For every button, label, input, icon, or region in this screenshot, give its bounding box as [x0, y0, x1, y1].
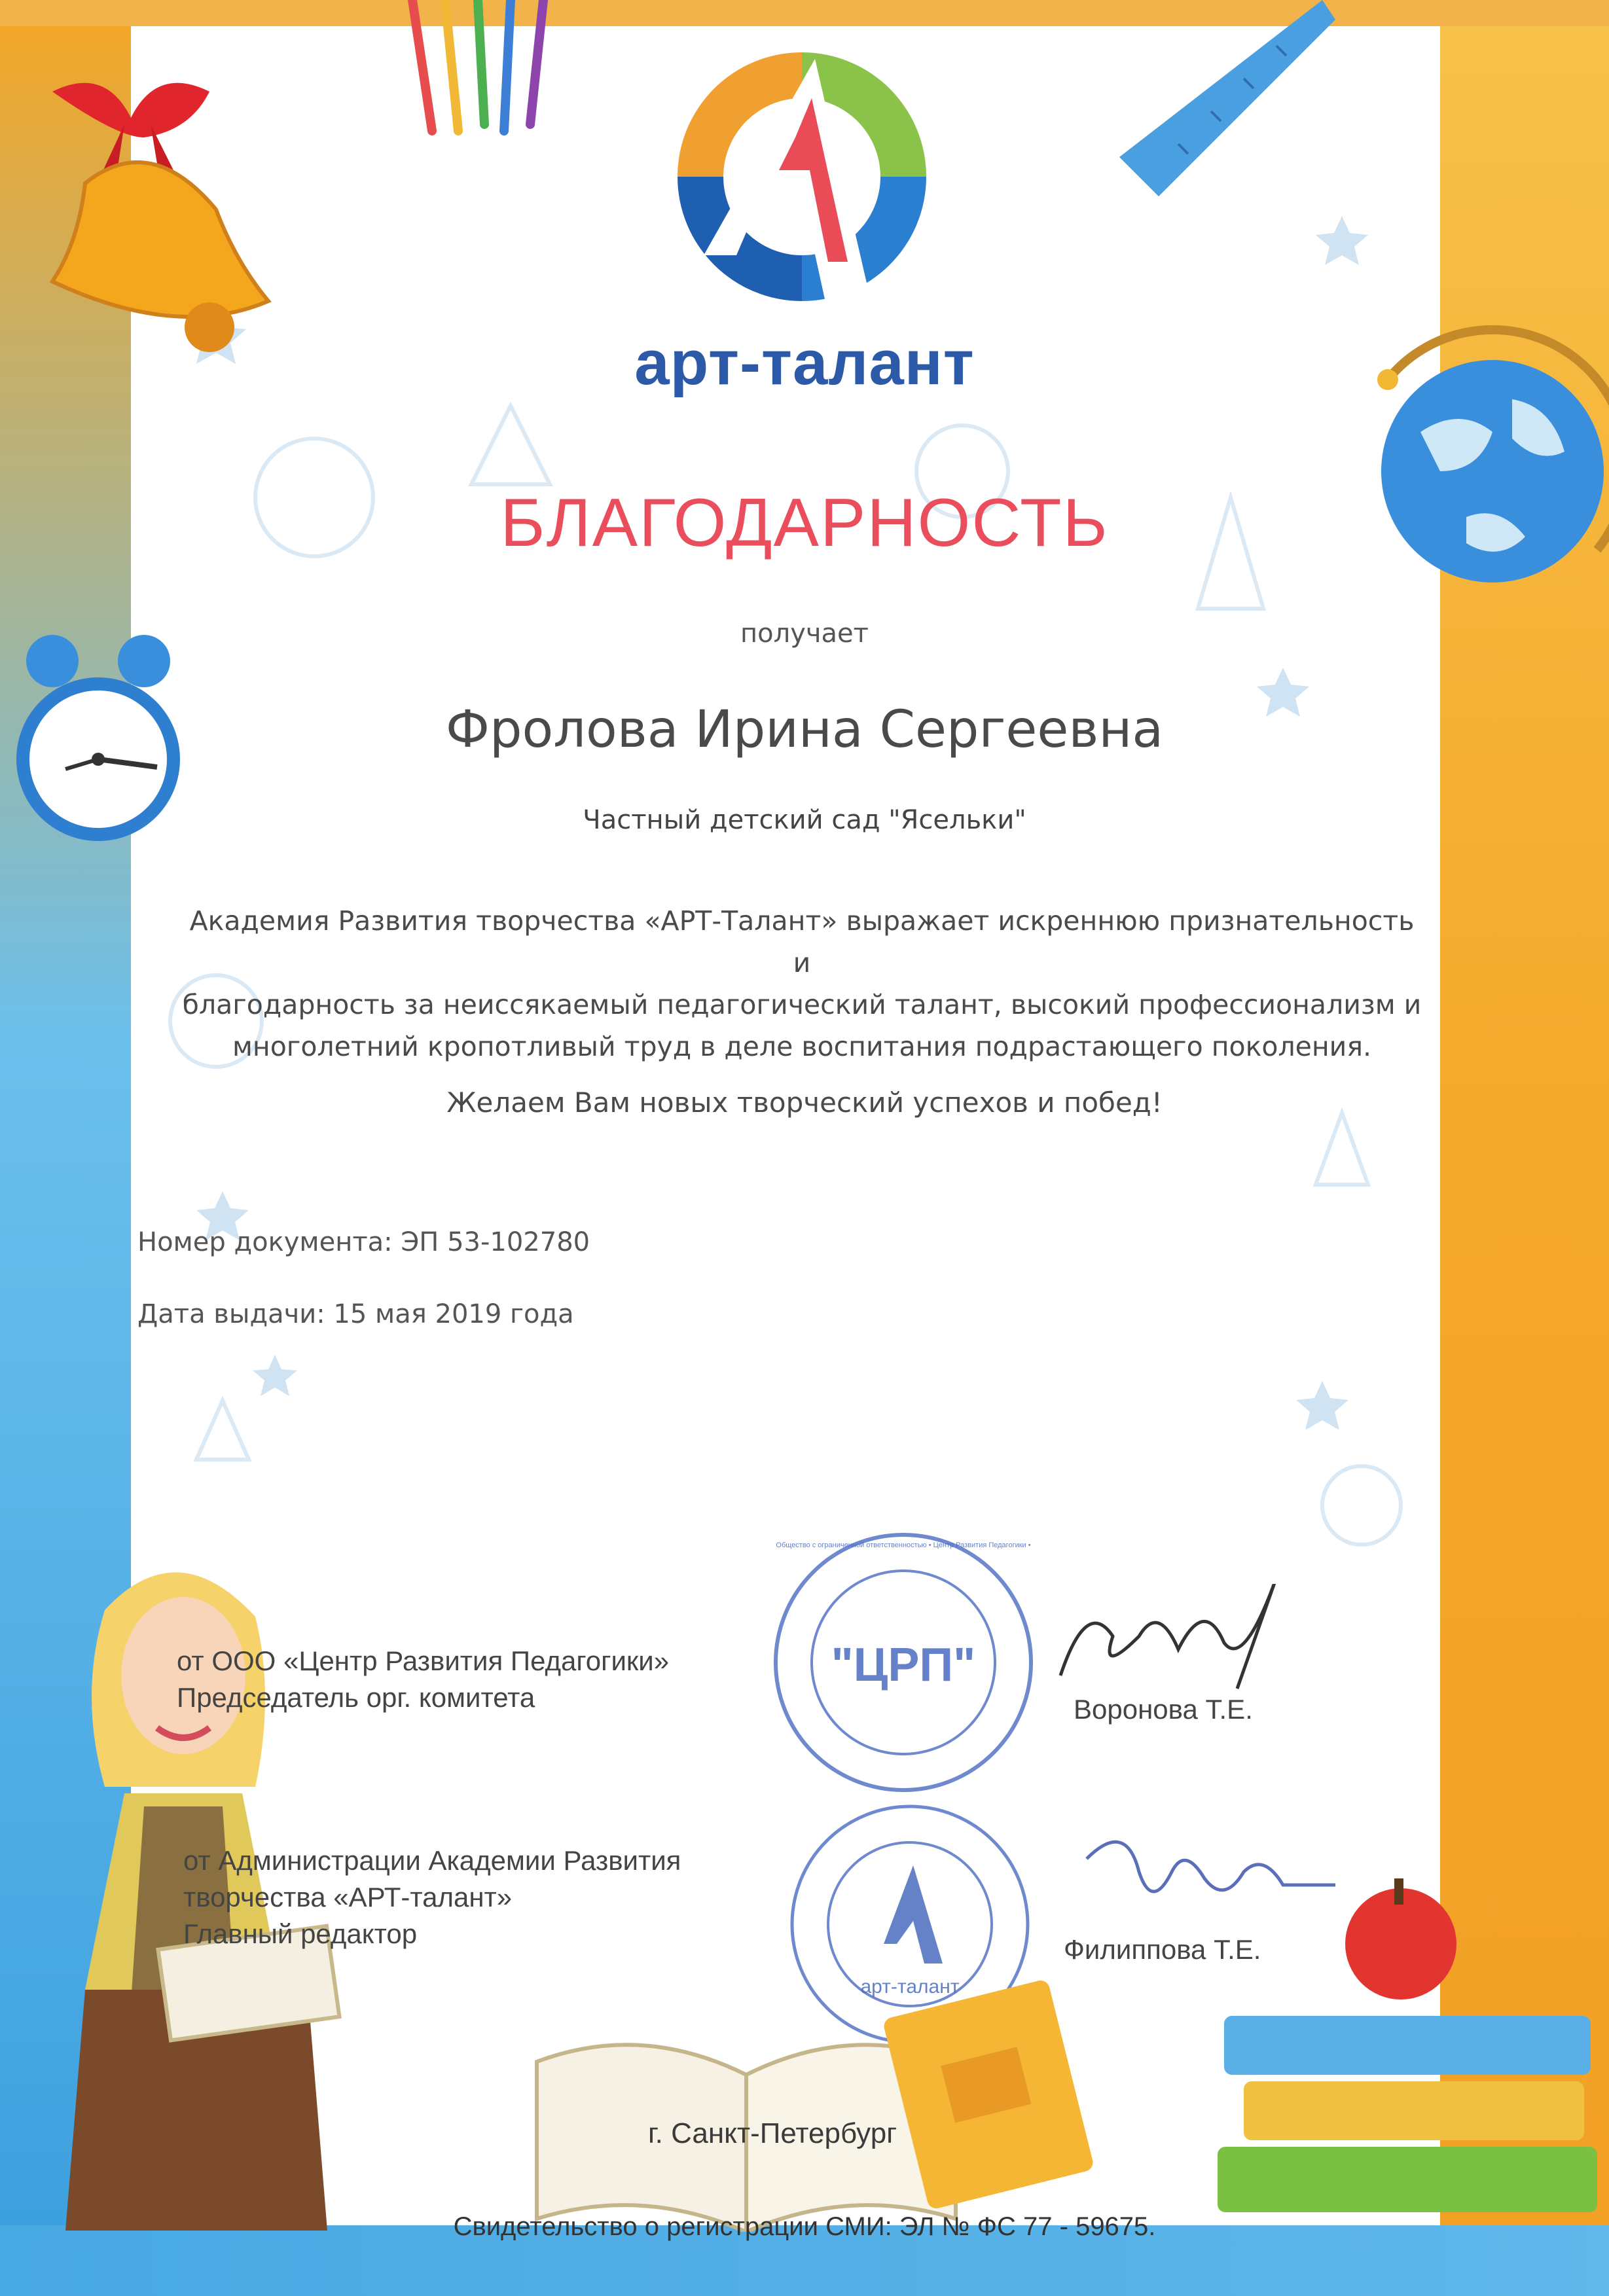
crp-stamp-text: "ЦРП" [831, 1639, 976, 1691]
certificate-title: БЛАГОДАРНОСТЬ [500, 485, 1109, 561]
stack-of-books-icon [1204, 1872, 1609, 2231]
signatory-line: Главный редактор [183, 1918, 418, 1949]
signatory-line: от ООО «Центр Развития Педагогики» [177, 1645, 670, 1676]
appreciation-text [180, 900, 1424, 1067]
signatory-block-2 [183, 1842, 681, 1952]
signer-name-2: Филиппова Т.Е. [1064, 1934, 1261, 1965]
brand-wordmark: арт-талант [634, 328, 975, 398]
issue-date: Дата выдачи: 15 мая 2019 года [137, 1299, 574, 1329]
appreciation-line: Академия Развития творчества «АРТ-Талант» выражает искреннюю признательность и [189, 905, 1415, 978]
crp-stamp-ring-text: Общество с ограниченной ответственностью • Центр Развития Педагогики • [776, 1541, 1031, 1549]
recipient-name: Фролова Ирина Сергеевна [445, 700, 1164, 759]
signatory-line: от Администрации Академии Развития [183, 1845, 681, 1876]
signatory-line: Председатель орг. комитета [177, 1682, 535, 1713]
city-label: г. Санкт-Петербург [648, 2117, 897, 2149]
notebook-icon [884, 1977, 1100, 2212]
art-stamp-label: арт-талант [860, 1976, 960, 1998]
signatory-block-1 [177, 1643, 669, 1716]
signer-name-1: Воронова Т.Е. [1074, 1694, 1253, 1725]
appreciation-line: многолетний кропотливый труд в деле воспитания подрастающего поколения. [232, 1031, 1372, 1062]
wish-text: Желаем Вам новых творческий успехов и побед! [446, 1086, 1163, 1119]
signature-voronova [1047, 1584, 1342, 1702]
crp-stamp [759, 1525, 1047, 1800]
receives-label: получает [740, 619, 869, 649]
recipient-organization: Частный детский сад "Ясельки" [583, 805, 1026, 835]
document-number: Номер документа: ЭП 53-102780 [137, 1227, 590, 1257]
appreciation-line: благодарность за неиссякаемый педагогический талант, высокий профессионализм и [182, 989, 1422, 1020]
registration-notice: Свидетельство о регистрации СМИ: ЭЛ № ФС 77 - 59675. [453, 2212, 1156, 2241]
signatory-line: творчества «АРТ-талант» [183, 1882, 513, 1912]
